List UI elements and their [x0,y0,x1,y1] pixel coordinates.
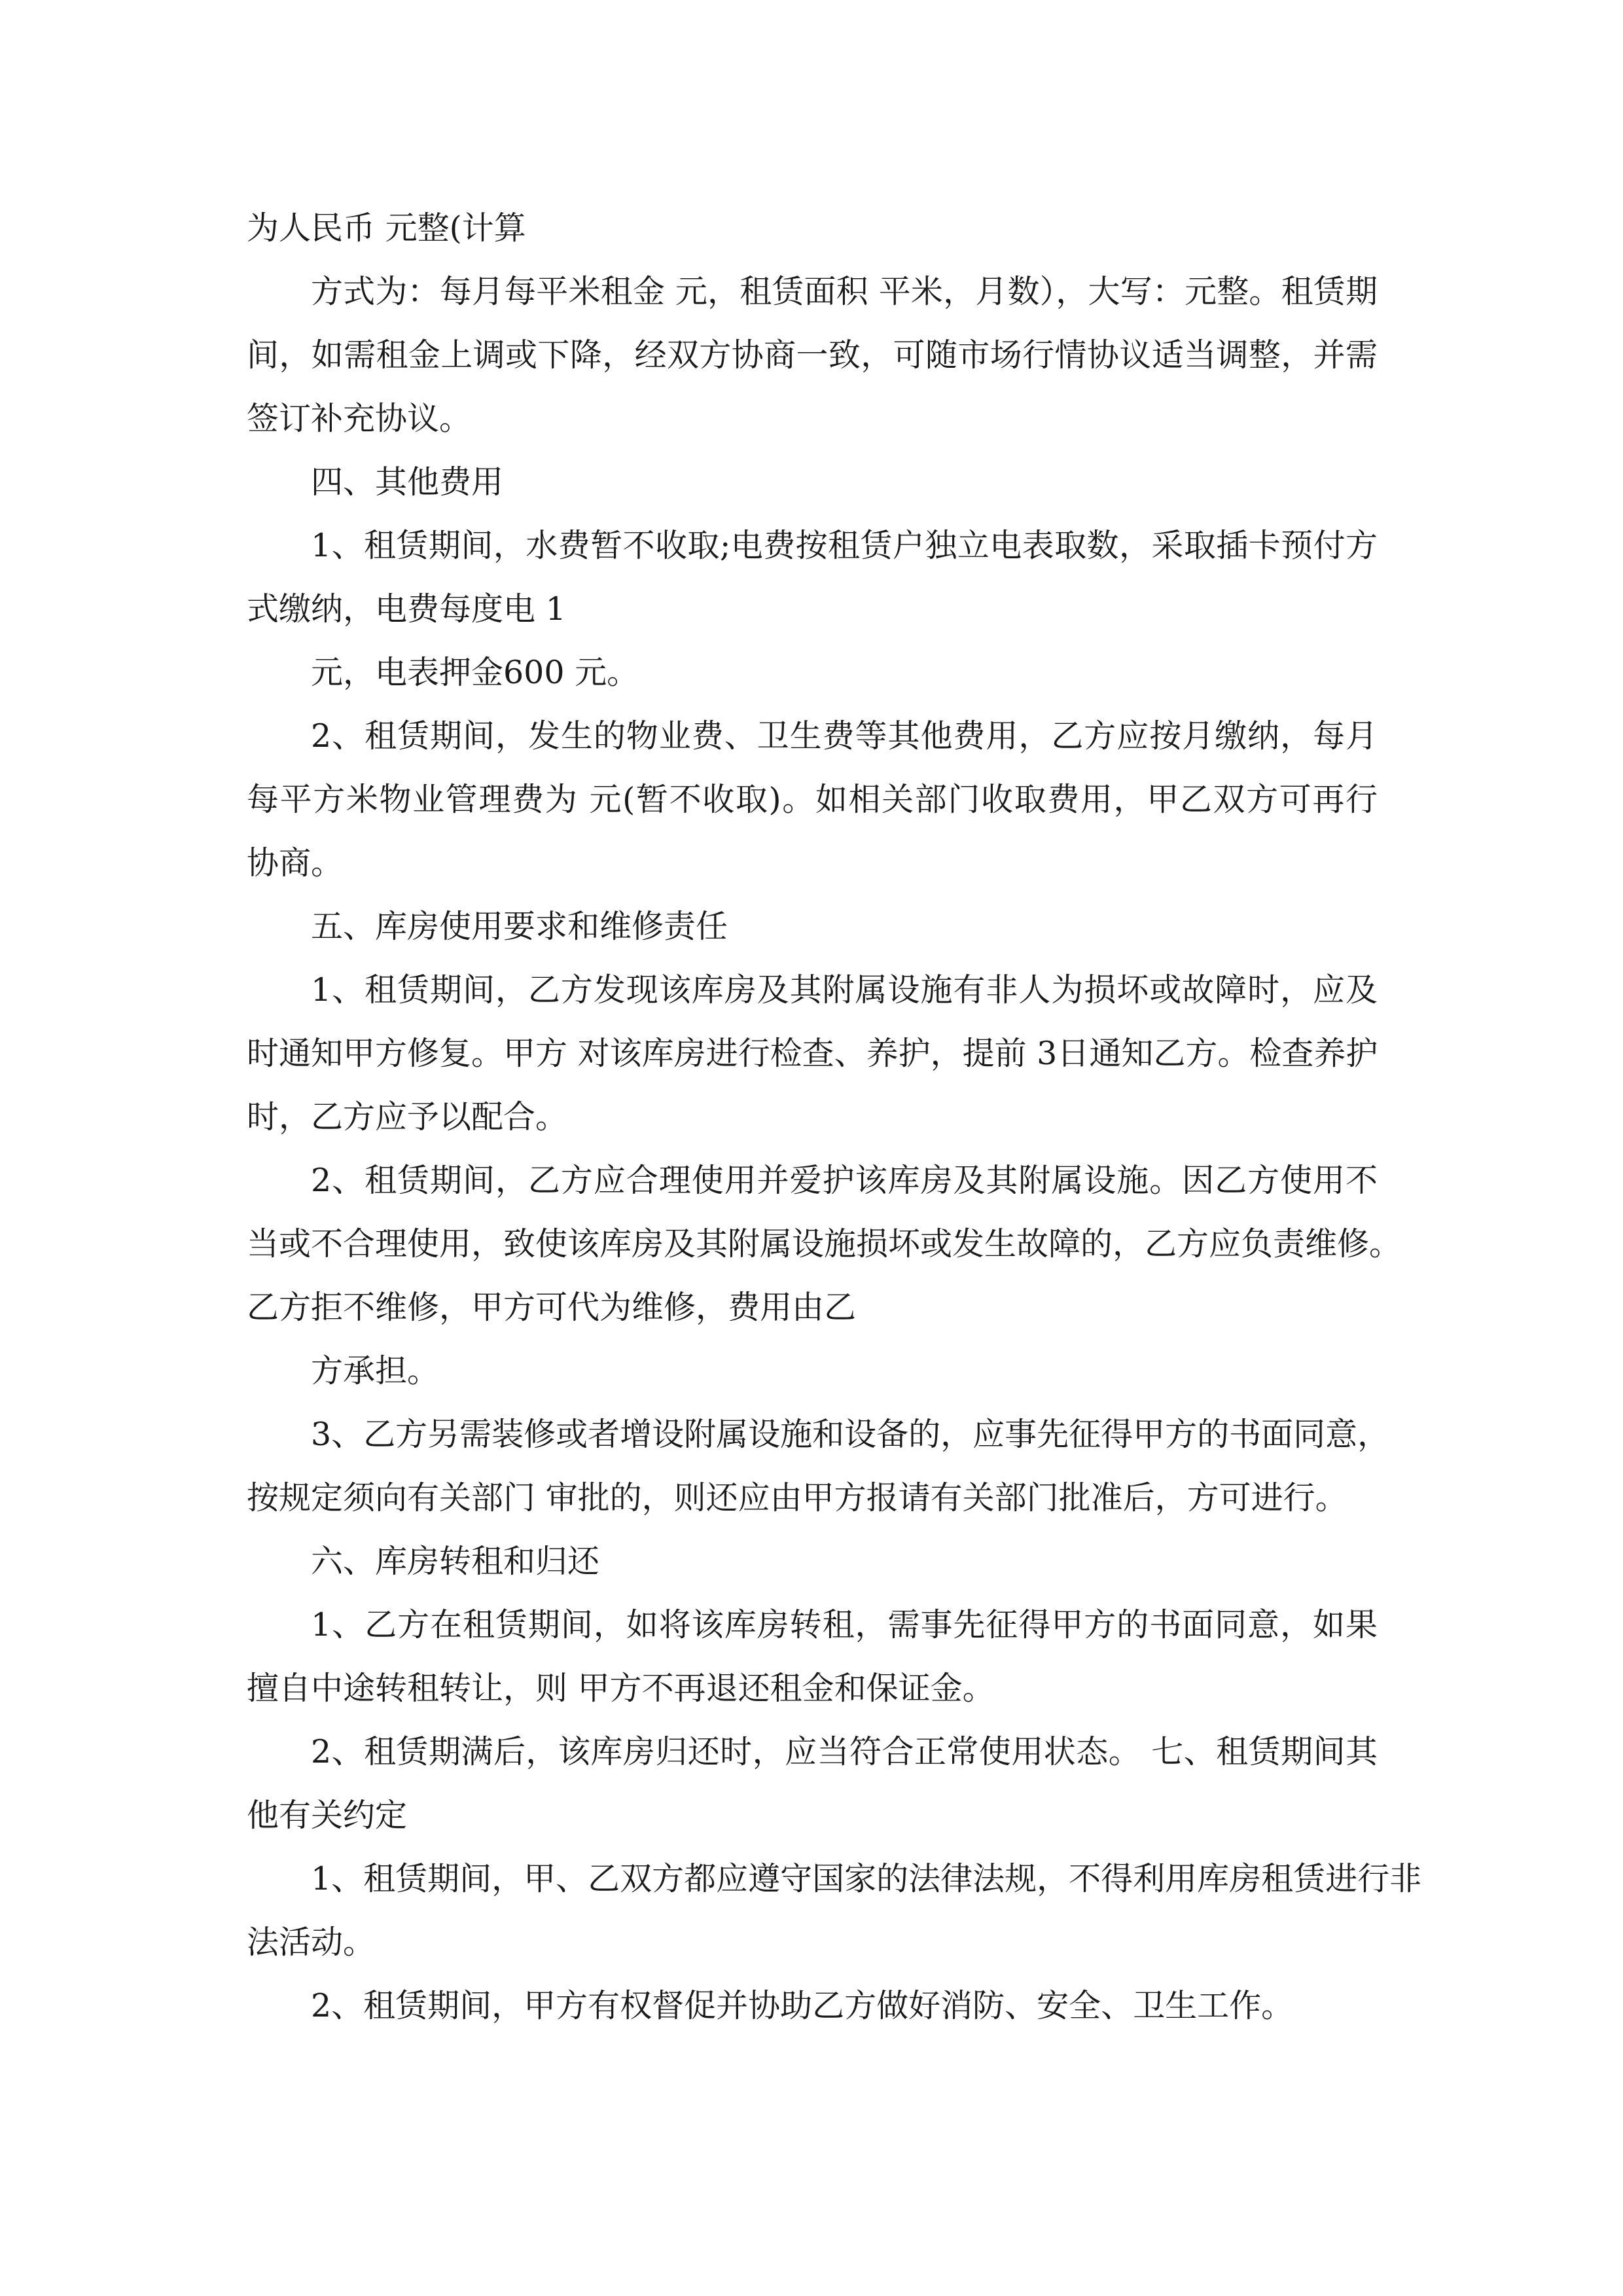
text-line: 2、租赁期间，发生的物业费、卫生费等其他费用，乙方应按月缴纳，每月 [311,717,1378,755]
text-line: 2、租赁期间，甲方有权督促并协助乙方做好消防、安全、卫生工作。 [311,1987,1294,2024]
text-line: 当或不合理使用，致使该库房及其附属设施损坏或发生故障的，乙方应负责维修。 [247,1225,1402,1263]
section-heading: 六、库房转租和归还 [311,1543,600,1580]
text-line: 时，乙方应予以配合。 [247,1098,568,1136]
text-line: 每平方米物业管理费为 元(暂不收取)。如相关部门收取费用，甲乙双方可再行 [247,781,1378,818]
text-line: 签订补充协议。 [247,400,472,437]
text-line: 间，如需租金上调或下降，经双方协商一致，可随市场行情协议适当调整，并需 [247,336,1378,374]
text-line: 1、租赁期间，水费暂不收取;电费按租赁户独立电表取数，采取插卡预付方 [311,527,1378,564]
text-line: 乙方拒不维修，甲方可代为维修，费用由乙 [247,1289,857,1326]
text-line: 他有关约定 [247,1797,408,1834]
text-line: 擅自中途转租转让，则 甲方不再退还租金和保证金。 [247,1670,995,1707]
text-line: 元，电表押金600 元。 [311,654,639,691]
text-line: 2、租赁期间，乙方应合理使用并爱护该库房及其附属设施。因乙方使用不 [311,1162,1378,1199]
text-line: 协商。 [247,844,344,882]
section-heading: 四、其他费用 [311,463,504,501]
section-heading: 五、库房使用要求和维修责任 [311,908,728,945]
text-line: 按规定须向有关部门 审批的，则还应由甲方报请有关部门批准后，方可进行。 [247,1479,1347,1516]
text-line: 式缴纳，电费每度电 1 [247,590,566,628]
text-line: 2、租赁期满后，该库房归还时，应当符合正常使用状态。 七、租赁期间其 [311,1733,1378,1770]
text-line: 为人民币 元整(计算 [247,209,526,247]
document-body [247,196,1422,2037]
text-line: 时通知甲方修复。甲方 对该库房进行检查、养护，提前 3日通知乙方。检查养护 [247,1035,1378,1072]
text-line: 3、乙方另需装修或者增设附属设施和设备的，应事先征得甲方的书面同意， [311,1416,1390,1453]
text-line: 方承担。 [311,1352,440,1390]
text-line: 法活动。 [247,1924,376,1961]
text-line: 方式为：每月每平米租金 元，租赁面积 平米，月数），大写：元整。租赁期 [311,273,1378,310]
text-line: 1、租赁期间，乙方发现该库房及其附属设施有非人为损坏或故障时，应及 [311,971,1378,1009]
text-line: 1、租赁期间，甲、乙双方都应遵守国家的法律法规，不得利用库房租赁进行非 [311,1860,1422,1897]
text-line: 1、乙方在租赁期间，如将该库房转租，需事先征得甲方的书面同意，如果 [311,1606,1378,1643]
